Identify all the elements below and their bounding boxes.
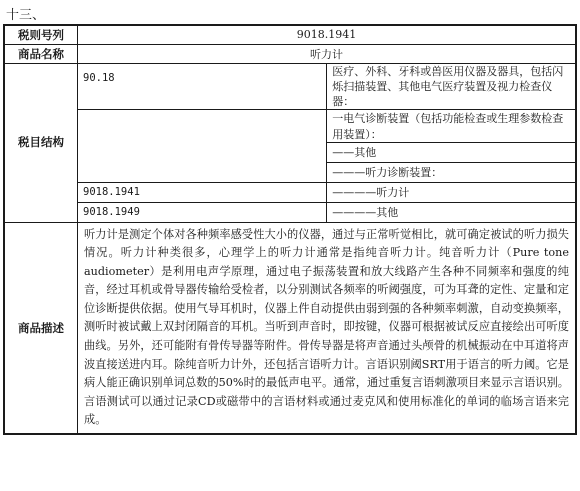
tax-number-label: 税则号列 [4,25,78,44]
structure-text: 医疗、外科、牙科或兽医用仪器及器具，包括闪烁扫描装置、其他电气医疗装置及视力检查仪器： [327,63,576,109]
structure-row [4,182,576,202]
tax-number-value: 9018.1941 [78,25,577,44]
structure-text: 一电气诊断装置（包括功能检查或生理参数检查用装置）： [327,109,576,142]
structure-row [4,109,576,142]
structure-row [4,63,576,109]
product-name-value: 听力计 [78,44,577,63]
structure-row [4,202,576,222]
description-text: 听力计是测定个体对各种频率感受性大小的仪器，通过与正常听觉相比，就可确定被试的听力损失情况。听力计种类很多，心理学上的听力计通常是指纯音听力计。纯音听力计（Pure tone audiometer）是利用电声学原理，通过电子振荡装置和放大线路产生各种不同频率和强度的纯音，经过耳机或骨导器传输给受检者，以分别测试各频率的听阈强度，可为耳聋的定性、定量和定位诊断提供依据。使用气导耳机时，仪器上件自动提供由弱到强的各种频率刺激，自动变换频率，测听时被试戴上双封闭隔音的耳机。当听到声音时，即按键，仪器可根据被试反应直接绘出可听度曲线。另外，还可能附有骨传导器等附件。骨传导器是将声音通过头颅骨的机械振动在中耳道将声波直接送进内耳。除纯音听力计外，还包括言语听力计。言语识别阈SRT用于语言的听力阈。它是病人能正确识别单词总数的50%时的最低声电平。通常，通过重复言语刺激项目来显示言语识别。言语测试可以通过记录CD或磁带中的言语材料或通过麦克风和使用标准化的单词的临场言语来完成。 [78,222,577,434]
structure-code: 9018.1949 [78,202,327,222]
structure-row [4,162,576,182]
product-name-row [4,44,576,63]
structure-text: ———听力诊断装置： [327,162,576,182]
structure-code [78,109,327,142]
description-row [4,222,576,434]
structure-code [78,142,327,162]
tax-number-row [4,25,576,44]
structure-code: 9018.1941 [78,182,327,202]
structure-text: ——其他 [327,142,576,162]
product-name-label: 商品名称 [4,44,78,63]
tariff-table [3,24,577,435]
structure-code [78,162,327,182]
description-label: 商品描述 [4,222,78,434]
structure-label: 税目结构 [4,63,78,222]
structure-code: 90.18 [78,63,327,109]
structure-row [4,142,576,162]
structure-text: ————其他 [327,202,576,222]
section-heading: 十三、 [6,8,46,23]
structure-text: ————听力计 [327,182,576,202]
